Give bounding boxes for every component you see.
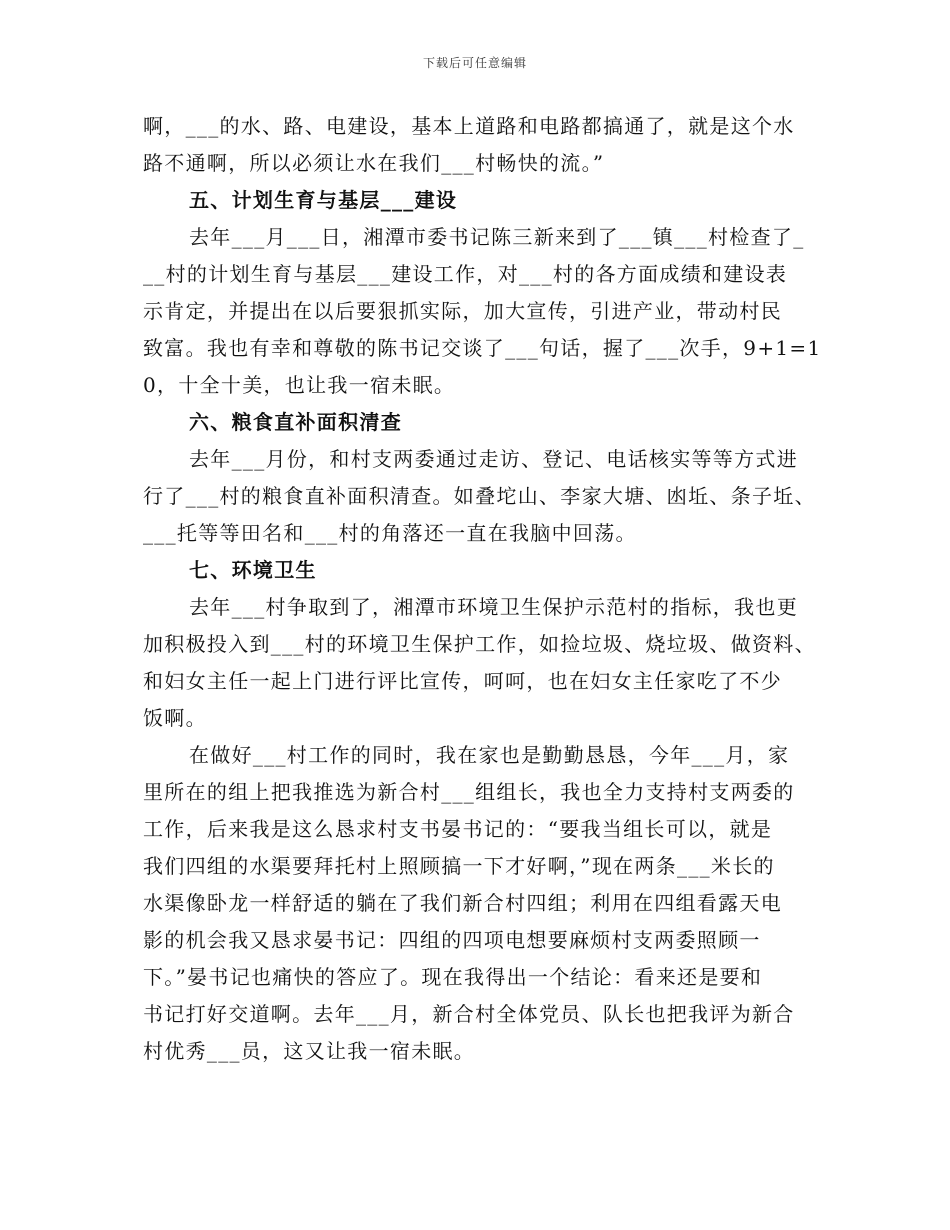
paragraph-line: 里所在的组上把我推选为新合村___组组长，我也全力支持村支两委的 bbox=[143, 780, 795, 804]
paragraph-line: 啊，___的水、路、电建设，基本上道路和电路都搞通了，就是这个水 bbox=[143, 114, 795, 138]
paragraph-line: 村优秀___员，这又让我一宿未眠。 bbox=[143, 1039, 476, 1063]
paragraph-line: 下。”晏书记也痛快的答应了。现在我得出一个结论：看来还是要和 bbox=[143, 965, 763, 989]
paragraph-line: 致富。我也有幸和尊敬的陈书记交谈了___句话，握了___次手，9+1=1 bbox=[143, 336, 822, 360]
paragraph-line: 加积极投入到___村的环境卫生保护工作，如捡垃圾、烧垃圾、做资料、 bbox=[143, 632, 816, 656]
paragraph-line: 0，十全十美，也让我一宿未眠。 bbox=[143, 373, 456, 397]
section-heading: 五、计划生育与基层___建设 bbox=[189, 188, 458, 212]
paragraph-line: 行了___村的粮食直补面积清查。如叠坨山、李家大塘、凼坵、条子坵、 bbox=[143, 484, 816, 508]
paragraph-line: 饭啊。 bbox=[143, 706, 207, 730]
paragraph-line: ___托等等田名和___村的角落还一直在我脑中回荡。 bbox=[143, 521, 637, 545]
paragraph-line: 去年___月份，和村支两委通过走访、登记、电话核实等等方式进 bbox=[189, 447, 798, 471]
paragraph-line: __村的计划生育与基层___建设工作，对___村的各方面成绩和建设表 bbox=[143, 262, 788, 286]
paragraph-line: 在做好___村工作的同时，我在家也是勤勤恳恳，今年___月，家 bbox=[189, 743, 790, 767]
paragraph-line: 我们四组的水渠要拜托村上照顾搞一下才好啊，”现在两条___米长的 bbox=[143, 854, 775, 878]
page-header: 下载后可任意编辑 bbox=[422, 56, 527, 70]
paragraph-line: 路不通啊，所以必须让水在我们___村畅快的流。” bbox=[143, 151, 605, 175]
paragraph-line: 工作，后来我是这么恳求村支书晏书记的：“要我当组长可以，就是 bbox=[143, 817, 773, 841]
paragraph-line: 书记打好交道啊。去年___月，新合村全体党员、队长也把我评为新合 bbox=[143, 1002, 795, 1026]
document-body bbox=[143, 108, 823, 1070]
paragraph-line: 去年___村争取到了，湘潭市环境卫生保护示范村的指标，我也更 bbox=[189, 595, 798, 619]
section-heading: 六、粮食直补面积清查 bbox=[189, 410, 402, 434]
paragraph-line: 示肯定，并提出在以后要狠抓实际，加大宣传，引进产业，带动村民 bbox=[143, 299, 782, 323]
paragraph-line: 和妇女主任一起上门进行评比宣传，呵呵，也在妇女主任家吃了不少 bbox=[143, 669, 782, 693]
paragraph-line: 影的机会我又恳求晏书记：四组的四项电想要麻烦村支两委照顾一 bbox=[143, 928, 761, 952]
paragraph-line: 水渠像卧龙一样舒适的躺在了我们新合村四组；利用在四组看露天电 bbox=[143, 891, 782, 915]
paragraph-line: 去年___月___日，湘潭市委书记陈三新来到了___镇___村检查了_ bbox=[189, 225, 805, 249]
section-heading: 七、环境卫生 bbox=[189, 558, 317, 582]
